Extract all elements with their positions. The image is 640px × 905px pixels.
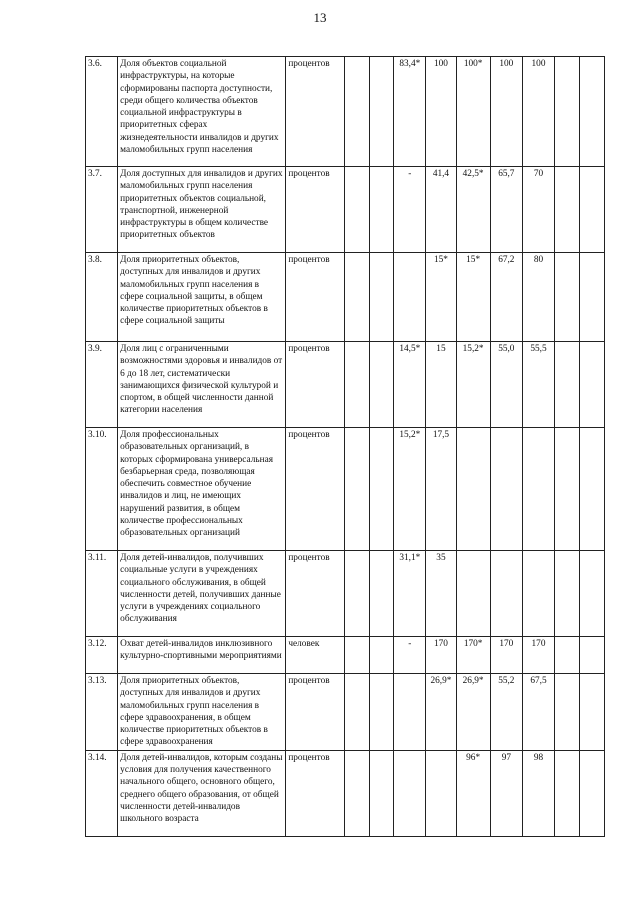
value-cell: 26,9* <box>456 674 490 751</box>
table-row <box>86 428 605 551</box>
value-cell: 55,2 <box>490 674 522 751</box>
value-cell <box>345 750 370 836</box>
value-cell <box>580 167 605 253</box>
value-cell: 15,2* <box>394 428 426 551</box>
value-cell: 98 <box>522 750 554 836</box>
indicator-name: Доля приоритетных объектов, доступных для инвалидов и других маломобильных групп населения в сфере здравоохранения, в общем количестве приоритетных объектов в сфере здравоохранения <box>118 674 286 751</box>
value-cell <box>555 167 580 253</box>
row-number: 3.12. <box>86 637 118 674</box>
table-row <box>86 342 605 428</box>
value-cell <box>522 551 554 637</box>
value-cell <box>456 551 490 637</box>
value-cell: - <box>394 167 426 253</box>
unit-of-measure: процентов <box>286 551 345 637</box>
value-cell: 83,4* <box>394 57 426 167</box>
unit-of-measure: процентов <box>286 342 345 428</box>
value-cell <box>555 551 580 637</box>
value-cell <box>345 253 370 342</box>
indicator-name: Доля объектов социальной инфраструктуры, на которые сформированы паспорта доступности, среди общего количества объектов социальной инфраструктуры в приоритетных сферах жизнедеятельности инвалидов и других маломобильных групп населения <box>118 57 286 167</box>
value-cell <box>370 57 394 167</box>
value-cell <box>426 750 456 836</box>
value-cell <box>345 637 370 674</box>
value-cell <box>345 167 370 253</box>
value-cell <box>555 253 580 342</box>
table-row <box>86 253 605 342</box>
value-cell <box>370 167 394 253</box>
value-cell <box>394 674 426 751</box>
value-cell <box>345 57 370 167</box>
value-cell <box>370 637 394 674</box>
value-cell: 80 <box>522 253 554 342</box>
value-cell: 100 <box>522 57 554 167</box>
value-cell <box>580 342 605 428</box>
table-row <box>86 750 605 836</box>
table-row <box>86 57 605 167</box>
value-cell: 97 <box>490 750 522 836</box>
table-row <box>86 637 605 674</box>
value-cell <box>580 551 605 637</box>
value-cell: 100 <box>426 57 456 167</box>
value-cell <box>580 57 605 167</box>
value-cell: 41,4 <box>426 167 456 253</box>
value-cell: 170 <box>522 637 554 674</box>
unit-of-measure: процентов <box>286 253 345 342</box>
value-cell <box>490 428 522 551</box>
row-number: 3.7. <box>86 167 118 253</box>
unit-of-measure: процентов <box>286 750 345 836</box>
value-cell: 170 <box>426 637 456 674</box>
page-number: 13 <box>313 10 327 25</box>
value-cell <box>370 342 394 428</box>
value-cell <box>345 342 370 428</box>
value-cell: 170* <box>456 637 490 674</box>
row-number: 3.13. <box>86 674 118 751</box>
value-cell: 70 <box>522 167 554 253</box>
value-cell <box>580 750 605 836</box>
value-cell <box>555 750 580 836</box>
value-cell <box>490 551 522 637</box>
row-number: 3.11. <box>86 551 118 637</box>
value-cell: 100 <box>490 57 522 167</box>
value-cell: 15 <box>426 342 456 428</box>
indicators-table <box>85 56 605 837</box>
indicator-name: Доля лиц с ограниченными возможностями здоровья и инвалидов от 6 до 18 лет, систематически занимающихся физической культурой и спортом, в общей численности данной категории населения <box>118 342 286 428</box>
value-cell: 170 <box>490 637 522 674</box>
unit-of-measure: процентов <box>286 167 345 253</box>
value-cell: 67,2 <box>490 253 522 342</box>
value-cell <box>580 674 605 751</box>
indicator-name: Доля детей-инвалидов, получивших социальные услуги в учреждениях социального обслуживания, в общей численности детей, получивших данные услуги в учреждениях социального обслуживания <box>118 551 286 637</box>
value-cell <box>370 750 394 836</box>
value-cell <box>370 674 394 751</box>
unit-of-measure: человек <box>286 637 345 674</box>
value-cell: 42,5* <box>456 167 490 253</box>
row-number: 3.9. <box>86 342 118 428</box>
value-cell: 67,5 <box>522 674 554 751</box>
value-cell: 17,5 <box>426 428 456 551</box>
indicator-name: Доля приоритетных объектов, доступных для инвалидов и других маломобильных групп населения в сфере социальной защиты, в общем количестве приоритетных объектов в сфере социальной защиты <box>118 253 286 342</box>
value-cell <box>370 551 394 637</box>
row-number: 3.10. <box>86 428 118 551</box>
unit-of-measure: процентов <box>286 57 345 167</box>
value-cell <box>555 637 580 674</box>
value-cell: 31,1* <box>394 551 426 637</box>
row-number: 3.6. <box>86 57 118 167</box>
value-cell <box>345 674 370 751</box>
value-cell <box>522 428 554 551</box>
value-cell: 55,0 <box>490 342 522 428</box>
unit-of-measure: процентов <box>286 428 345 551</box>
row-number: 3.14. <box>86 750 118 836</box>
value-cell <box>394 750 426 836</box>
value-cell <box>580 637 605 674</box>
unit-of-measure: процентов <box>286 674 345 751</box>
table-row <box>86 674 605 751</box>
value-cell <box>370 253 394 342</box>
value-cell <box>394 253 426 342</box>
value-cell <box>456 428 490 551</box>
value-cell: 15* <box>426 253 456 342</box>
value-cell <box>345 551 370 637</box>
value-cell <box>370 428 394 551</box>
indicator-name: Доля детей-инвалидов, которым созданы условия для получения качественного начального общего, основного общего, среднего общего образования, от общей численности детей-инвалидов школьного возраста <box>118 750 286 836</box>
indicator-name: Доля профессиональных образовательных организаций, в которых сформирована универсальная безбарьерная среда, позволяющая обеспечить совместное обучение инвалидов и лиц, не имеющих нарушений развития, в общем количестве профессиональных образовательных организаций <box>118 428 286 551</box>
value-cell: 100* <box>456 57 490 167</box>
value-cell: - <box>394 637 426 674</box>
value-cell: 65,7 <box>490 167 522 253</box>
indicator-name: Доля доступных для инвалидов и других маломобильных групп населения приоритетных объектов социальной, транспортной, инженерной инфраструктуры в общем количестве приоритетных объектов <box>118 167 286 253</box>
value-cell <box>555 342 580 428</box>
value-cell <box>580 253 605 342</box>
value-cell: 35 <box>426 551 456 637</box>
value-cell <box>555 428 580 551</box>
table-row <box>86 551 605 637</box>
row-number: 3.8. <box>86 253 118 342</box>
table-row <box>86 167 605 253</box>
indicator-name: Охват детей-инвалидов инклюзивного культурно-спортивными мероприятиями <box>118 637 286 674</box>
value-cell: 55,5 <box>522 342 554 428</box>
value-cell <box>580 428 605 551</box>
value-cell: 15* <box>456 253 490 342</box>
value-cell <box>555 57 580 167</box>
value-cell: 26,9* <box>426 674 456 751</box>
value-cell <box>555 674 580 751</box>
value-cell: 15,2* <box>456 342 490 428</box>
value-cell <box>345 428 370 551</box>
value-cell: 14,5* <box>394 342 426 428</box>
value-cell: 96* <box>456 750 490 836</box>
